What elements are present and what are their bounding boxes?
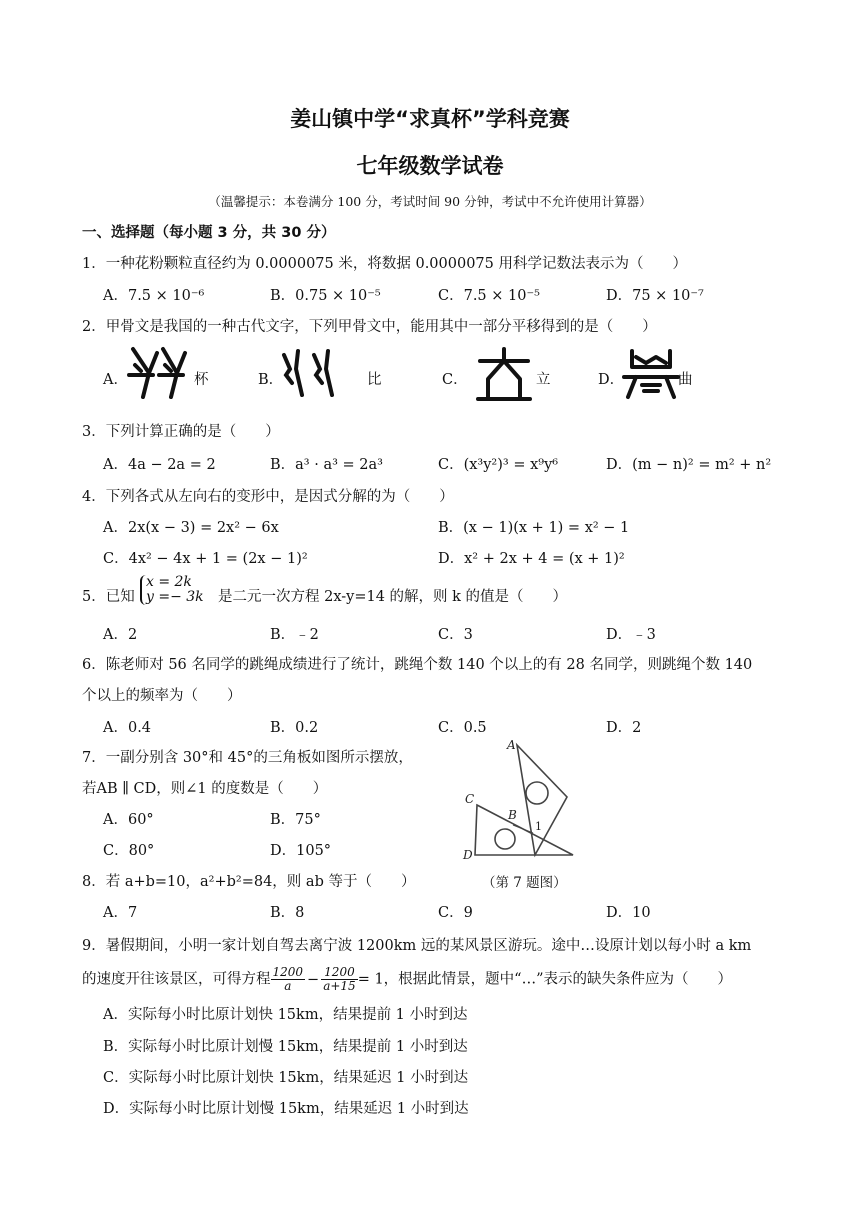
question-stem-cont: 个以上的频率为（ ） — [82, 688, 242, 704]
question-stem: 是二元一次方程 2x-y=14 的解，则 k 的值是（ ） — [218, 589, 568, 605]
option-b: B．0.2 — [270, 720, 319, 736]
option-a: A．60° — [103, 812, 154, 828]
option-a: A．2x(x − 3) = 2x² − 6x — [103, 520, 279, 536]
oracle-glyph-a-image — [127, 345, 197, 401]
question-stem: 6．陈老师对 56 名同学的跳绳成绩进行了统计，跳绳个数 140 个以上的有 28 名同学，则跳绳个数 140 — [82, 657, 753, 673]
exam-title: 姜山镇中学“求真杯”学科竞赛 — [290, 107, 570, 131]
equation-2: y =− 3k — [146, 589, 204, 605]
question-stem-cont — [82, 966, 732, 993]
option-c: C． — [442, 372, 468, 388]
option-a: A．0.4 — [103, 720, 152, 736]
exam-hint: （温馨提示：本卷满分 100 分，考试时间 90 分钟，考试中不允许使用计算器） — [208, 194, 652, 209]
option-c: C．4x² − 4x + 1 = (2x − 1)² — [103, 551, 308, 567]
question-stem-prefix: 5．已知 — [82, 589, 135, 605]
label-c: C — [465, 792, 475, 806]
minus-sign: − — [307, 971, 320, 988]
option-c: C．3 — [438, 627, 473, 643]
option-d: D．(m − n)² = m² + n² — [606, 457, 772, 473]
option-c: C．80° — [103, 843, 155, 859]
option-d: D．﹣3 — [606, 627, 656, 643]
question-stem: 1．一种花粉颗粒直径约为 0.0000075 米，将数据 0.0000075 用科学记数法表示为（ ） — [82, 256, 687, 272]
option-b: B．实际每小时比原计划慢 15km，结果提前 1 小时到达 — [103, 1039, 468, 1055]
option-a: A．实际每小时比原计划快 15km，结果提前 1 小时到达 — [103, 1007, 468, 1023]
label-d: D — [463, 848, 473, 862]
option-c: C．实际每小时比原计划快 15km，结果延迟 1 小时到达 — [103, 1070, 469, 1086]
oracle-glyph-c-image — [474, 345, 536, 403]
option-a: A．7 — [103, 905, 138, 921]
equation-1: x = 2k — [146, 574, 192, 590]
option-b: B．8 — [270, 905, 305, 921]
option-d: D． — [598, 372, 625, 388]
option-b: B．﹣2 — [270, 627, 319, 643]
stem-prefix: 的速度开往该景区，可得方程 — [82, 971, 271, 988]
option-b-char: 比 — [367, 372, 382, 388]
label-a: A — [507, 738, 516, 752]
figure-caption: （第 7 题图） — [482, 875, 567, 891]
option-d: D．2 — [606, 720, 642, 736]
option-b: B． — [258, 372, 284, 388]
fraction-2: $\frac{1200}{a+15}$ — [323, 965, 356, 993]
question-stem: 4．下列各式从左向右的变形中，是因式分解的为（ ） — [82, 489, 454, 505]
option-a: A．7.5 × 10⁻⁶ — [103, 288, 205, 304]
triangle-figure — [455, 735, 585, 863]
option-b: B．75° — [270, 812, 321, 828]
option-c: C．0.5 — [438, 720, 487, 736]
equation-system — [140, 575, 204, 605]
option-b: B．0.75 × 10⁻⁵ — [270, 288, 381, 304]
question-stem: 8．若 a+b=10，a²+b²=84，则 ab 等于（ ） — [82, 874, 416, 890]
option-b: B．(x − 1)(x + 1) = x² − 1 — [438, 520, 630, 536]
oracle-glyph-b-image — [280, 347, 348, 399]
option-b: B．a³ · a³ = 2a³ — [270, 457, 383, 473]
question-stem-cont: 若AB ∥ CD，则∠1 的度数是（ ） — [82, 781, 328, 797]
stem-suffix: = 1，根据此情景，题中“…”表示的缺失条件应为（ ） — [357, 971, 732, 988]
option-d: D．10 — [606, 905, 651, 921]
option-a: A．4a − 2a = 2 — [103, 457, 216, 473]
question-stem: 3．下列计算正确的是（ ） — [82, 424, 280, 440]
option-a: A． — [103, 372, 128, 388]
question-stem: 9．暑假期间，小明一家计划自驾去离宁波 1200km 远的某风景区游玩。途中…设原计划以每小时 a km — [82, 938, 752, 954]
option-d-char: 曲 — [678, 372, 693, 388]
option-a-char: 杯 — [194, 372, 209, 388]
label-angle-1: 1 — [535, 820, 542, 833]
option-c: C．9 — [438, 905, 473, 921]
question-stem: 2．甲骨文是我国的一种古代文字，下列甲骨文中，能用其中一部分平移得到的是（ ） — [82, 319, 657, 335]
option-d: D．105° — [270, 843, 332, 859]
option-a: A．2 — [103, 627, 138, 643]
option-c: C．(x³y²)³ = x⁹y⁶ — [438, 457, 559, 473]
option-d: D．75 × 10⁻⁷ — [606, 288, 704, 304]
section-heading: 一、选择题（每小题 3 分，共 30 分） — [82, 225, 336, 241]
question-stem: 7．一副分别含 30°和 45°的三角板如图所示摆放， — [82, 750, 413, 766]
option-d: D．实际每小时比原计划慢 15km，结果延迟 1 小时到达 — [103, 1101, 469, 1117]
exam-subtitle: 七年级数学试卷 — [356, 154, 504, 178]
option-d: D．x² + 2x + 4 = (x + 1)² — [438, 551, 625, 567]
fraction-1: $\frac{1200}{a}$ — [272, 965, 304, 993]
oracle-glyph-d-image — [622, 347, 680, 401]
option-c: C．7.5 × 10⁻⁵ — [438, 288, 540, 304]
option-c-char: 立 — [536, 372, 551, 388]
label-b: B — [508, 808, 517, 822]
